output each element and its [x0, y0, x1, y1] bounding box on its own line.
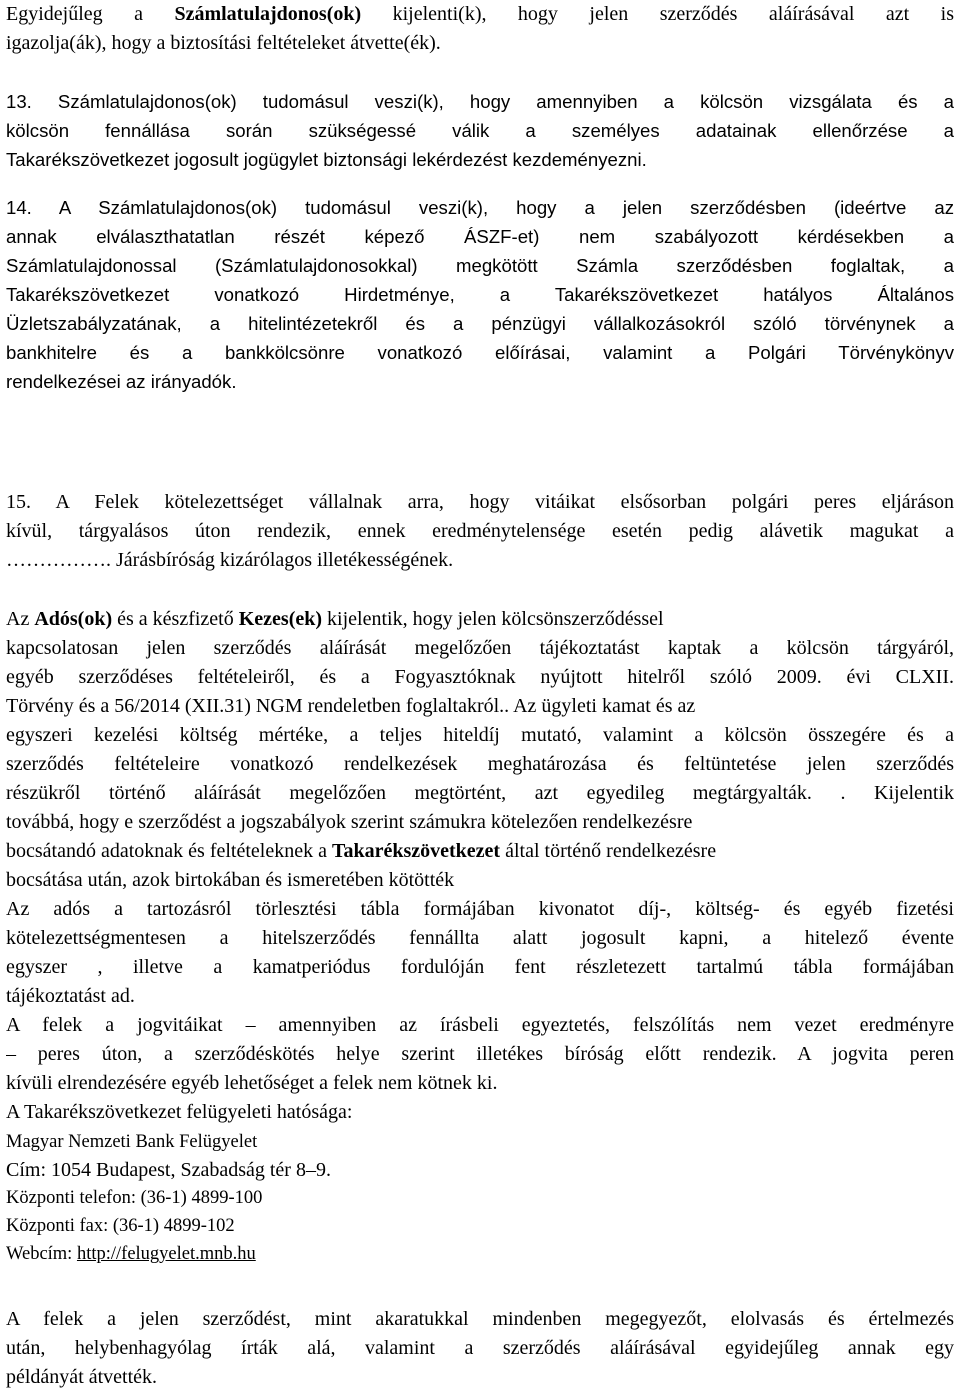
- bold-adosok: Adós(ok): [34, 608, 113, 630]
- hatosag-fax: Központi fax: (36-1) 4899-102: [6, 1216, 235, 1236]
- intro-paragraph: [6, 0, 954, 58]
- intro-line-2: igazolja(ák), hogy a biztosítási feltételeket átvette(ék).: [6, 32, 441, 54]
- adosok-line-4: Törvény és a 56/2014 (XII.31) NGM rendeletben foglaltakról.. Az ügyleti kamat és az: [6, 695, 696, 717]
- adosok-line-3: egyéb szerződéses feltételeiről, és a Fogyasztóknak nyújtott hitelről szóló 2009. évi CLXII.: [6, 666, 954, 688]
- adosok-line-9: bocsátandó adatoknak és feltételeknek a Takarékszövetkezet által történő rendelkezésre: [6, 840, 717, 862]
- torleszt-line-3: egyszer , illetve a kamatperiódus fordulóján fent részletezett tartalmú tábla formájában: [6, 956, 954, 978]
- hatosag-details: [6, 1128, 954, 1268]
- jogvita-line-1: A felek a jogvitáikat – amennyiben az írásbeli egyeztetés, felszólítás nem vezet eredményre: [6, 1014, 954, 1036]
- web-link[interactable]: http://felugyelet.mnb.hu: [76, 1244, 256, 1264]
- s14-line-7: rendelkezései az irányadók.: [6, 371, 237, 392]
- section-13: [6, 87, 954, 174]
- jogvita-line-2: – peres úton, a szerződéskötés helye szerint illetékes bíróság előtt rendezik. A jogvita peren: [6, 1043, 954, 1065]
- hatosag-web: Webcím: http://felugyelet.mnb.hu: [6, 1244, 256, 1264]
- adosok-paragraph: [6, 605, 954, 895]
- adosok-line-7: részükről történő aláírását megelőzően megtörtént, azt egyedileg megtárgyalták. . Kijelentik: [6, 782, 954, 804]
- s14-line-1: 14. A Számlatulajdonos(ok) tudomásul veszi(k), hogy a jelen szerződésben (ideértve az: [6, 197, 954, 218]
- hatosag-block: [6, 1098, 954, 1127]
- s13-line-3: Takarékszövetkezet jogosult jogügylet biztonsági lekérdezést kezdeményezni.: [6, 149, 647, 170]
- adosok-line-6: szerződés feltételeire vonatkozó rendelkezések meghatározása és feltüntetése jelen szerződés: [6, 753, 954, 775]
- s13-line-2: kölcsön fennállása során szükségessé válik a személyes adatainak ellenőrzése a: [6, 120, 954, 141]
- intro-line-1: Egyidejűleg a Számlatulajdonos(ok) kijelenti(k), hogy jelen szerződés aláírásával azt is: [6, 3, 954, 25]
- adosok-line-10: bocsátása után, azok birtokában és ismeretében kötötték: [6, 869, 455, 891]
- section-14: [6, 193, 954, 396]
- s15-line-2: kívül, tárgyalásos úton rendezik, ennek eredménytelensége esetén pedig alávetik magukat a: [6, 520, 954, 542]
- torleszt-line-4: tájékoztatást ad.: [6, 985, 135, 1007]
- jogvita-paragraph: [6, 1011, 954, 1098]
- bold-szamlatulajdonos: Számlatulajdonos(ok): [174, 3, 362, 25]
- hatosag-address: Cím: 1054 Budapest, Szabadság tér 8–9.: [6, 1159, 331, 1181]
- adosok-line-5: egyszeri kezelési költség mértéke, a teljes hiteldíj mutató, valamint a kölcsön összegére és a: [6, 724, 954, 746]
- s14-line-4: Takarékszövetkezet vonatkozó Hirdetménye, a Takarékszövetkezet hatályos Általános: [6, 284, 954, 305]
- torleszt-line-1: Az adós a tartozásról törlesztési tábla formájában kivonatot díj-, költség- és egyéb fizetési: [6, 898, 954, 920]
- s15-line-1: 15. A Felek kötelezettséget vállalnak arra, hogy vitáikat elsősorban polgári peres eljáráson: [6, 491, 954, 513]
- adosok-line-1: Az Adós(ok) és a készfizető Kezes(ek) kijelentik, hogy jelen kölcsönszerződéssel: [6, 608, 664, 630]
- s13-line-1: 13. Számlatulajdonos(ok) tudomásul veszi(k), hogy amennyiben a kölcsön vizsgálata és a: [6, 91, 954, 112]
- s14-line-5: Üzletszabályzatának, a hitelintézetekről és a pénzügyi vállalkozásokról szóló törvénynek a: [6, 313, 954, 334]
- hatosag-title: A Takarékszövetkezet felügyeleti hatósága:: [6, 1101, 353, 1123]
- torleszt-line-2: kötelezettségmentesen a hitelszerződés fennállta alatt jogosult kapni, a hitelező évente: [6, 927, 954, 949]
- jogvita-line-3: kívüli elrendezésére egyéb lehetőséget a felek nem kötnek ki.: [6, 1072, 498, 1094]
- closing-line-3: példányát átvették.: [6, 1366, 158, 1388]
- torlesztes-paragraph: [6, 895, 954, 1011]
- closing-line-2: után, helybenhagyólag írták alá, valamint a szerződés aláírásával egyidejűleg annak egy: [6, 1337, 954, 1359]
- closing-line-1: A felek a jelen szerződést, mint akaratukkal mindenben megegyezőt, elolvasás és értelmezés: [6, 1308, 954, 1330]
- bold-kezesek: Kezes(ek): [238, 608, 323, 630]
- adosok-line-8: továbbá, hogy e szerződést a jogszabályok szerint számukra kötelezően rendelkezésre: [6, 811, 693, 833]
- s15-line-3: ……………. Járásbíróság kizárólagos illetékességének.: [6, 549, 454, 571]
- hatosag-name: Magyar Nemzeti Bank Felügyelet: [6, 1132, 258, 1152]
- s14-line-6: bankhitelre és a bankkölcsönre vonatkozó előírásai, valamint a Polgári Törvénykönyv: [6, 342, 954, 363]
- section-15: [6, 488, 954, 575]
- adosok-line-2: kapcsolatosan jelen szerződés aláírását megelőzően tájékoztatást kaptak a kölcsön tárgyáról,: [6, 637, 954, 659]
- s14-line-3: Számlatulajdonossal (Számlatulajdonosokkal) megkötött Számla szerződésben foglaltak, a: [6, 255, 954, 276]
- bold-takarekszovetkezet: Takarékszövetkezet: [331, 840, 501, 862]
- s14-line-2: annak elválaszthatatlan részét képező ÁSZF-et) nem szabályozott kérdésekben a: [6, 226, 954, 247]
- hatosag-phone: Központi telefon: (36-1) 4899-100: [6, 1188, 263, 1208]
- closing-paragraph: [6, 1305, 954, 1392]
